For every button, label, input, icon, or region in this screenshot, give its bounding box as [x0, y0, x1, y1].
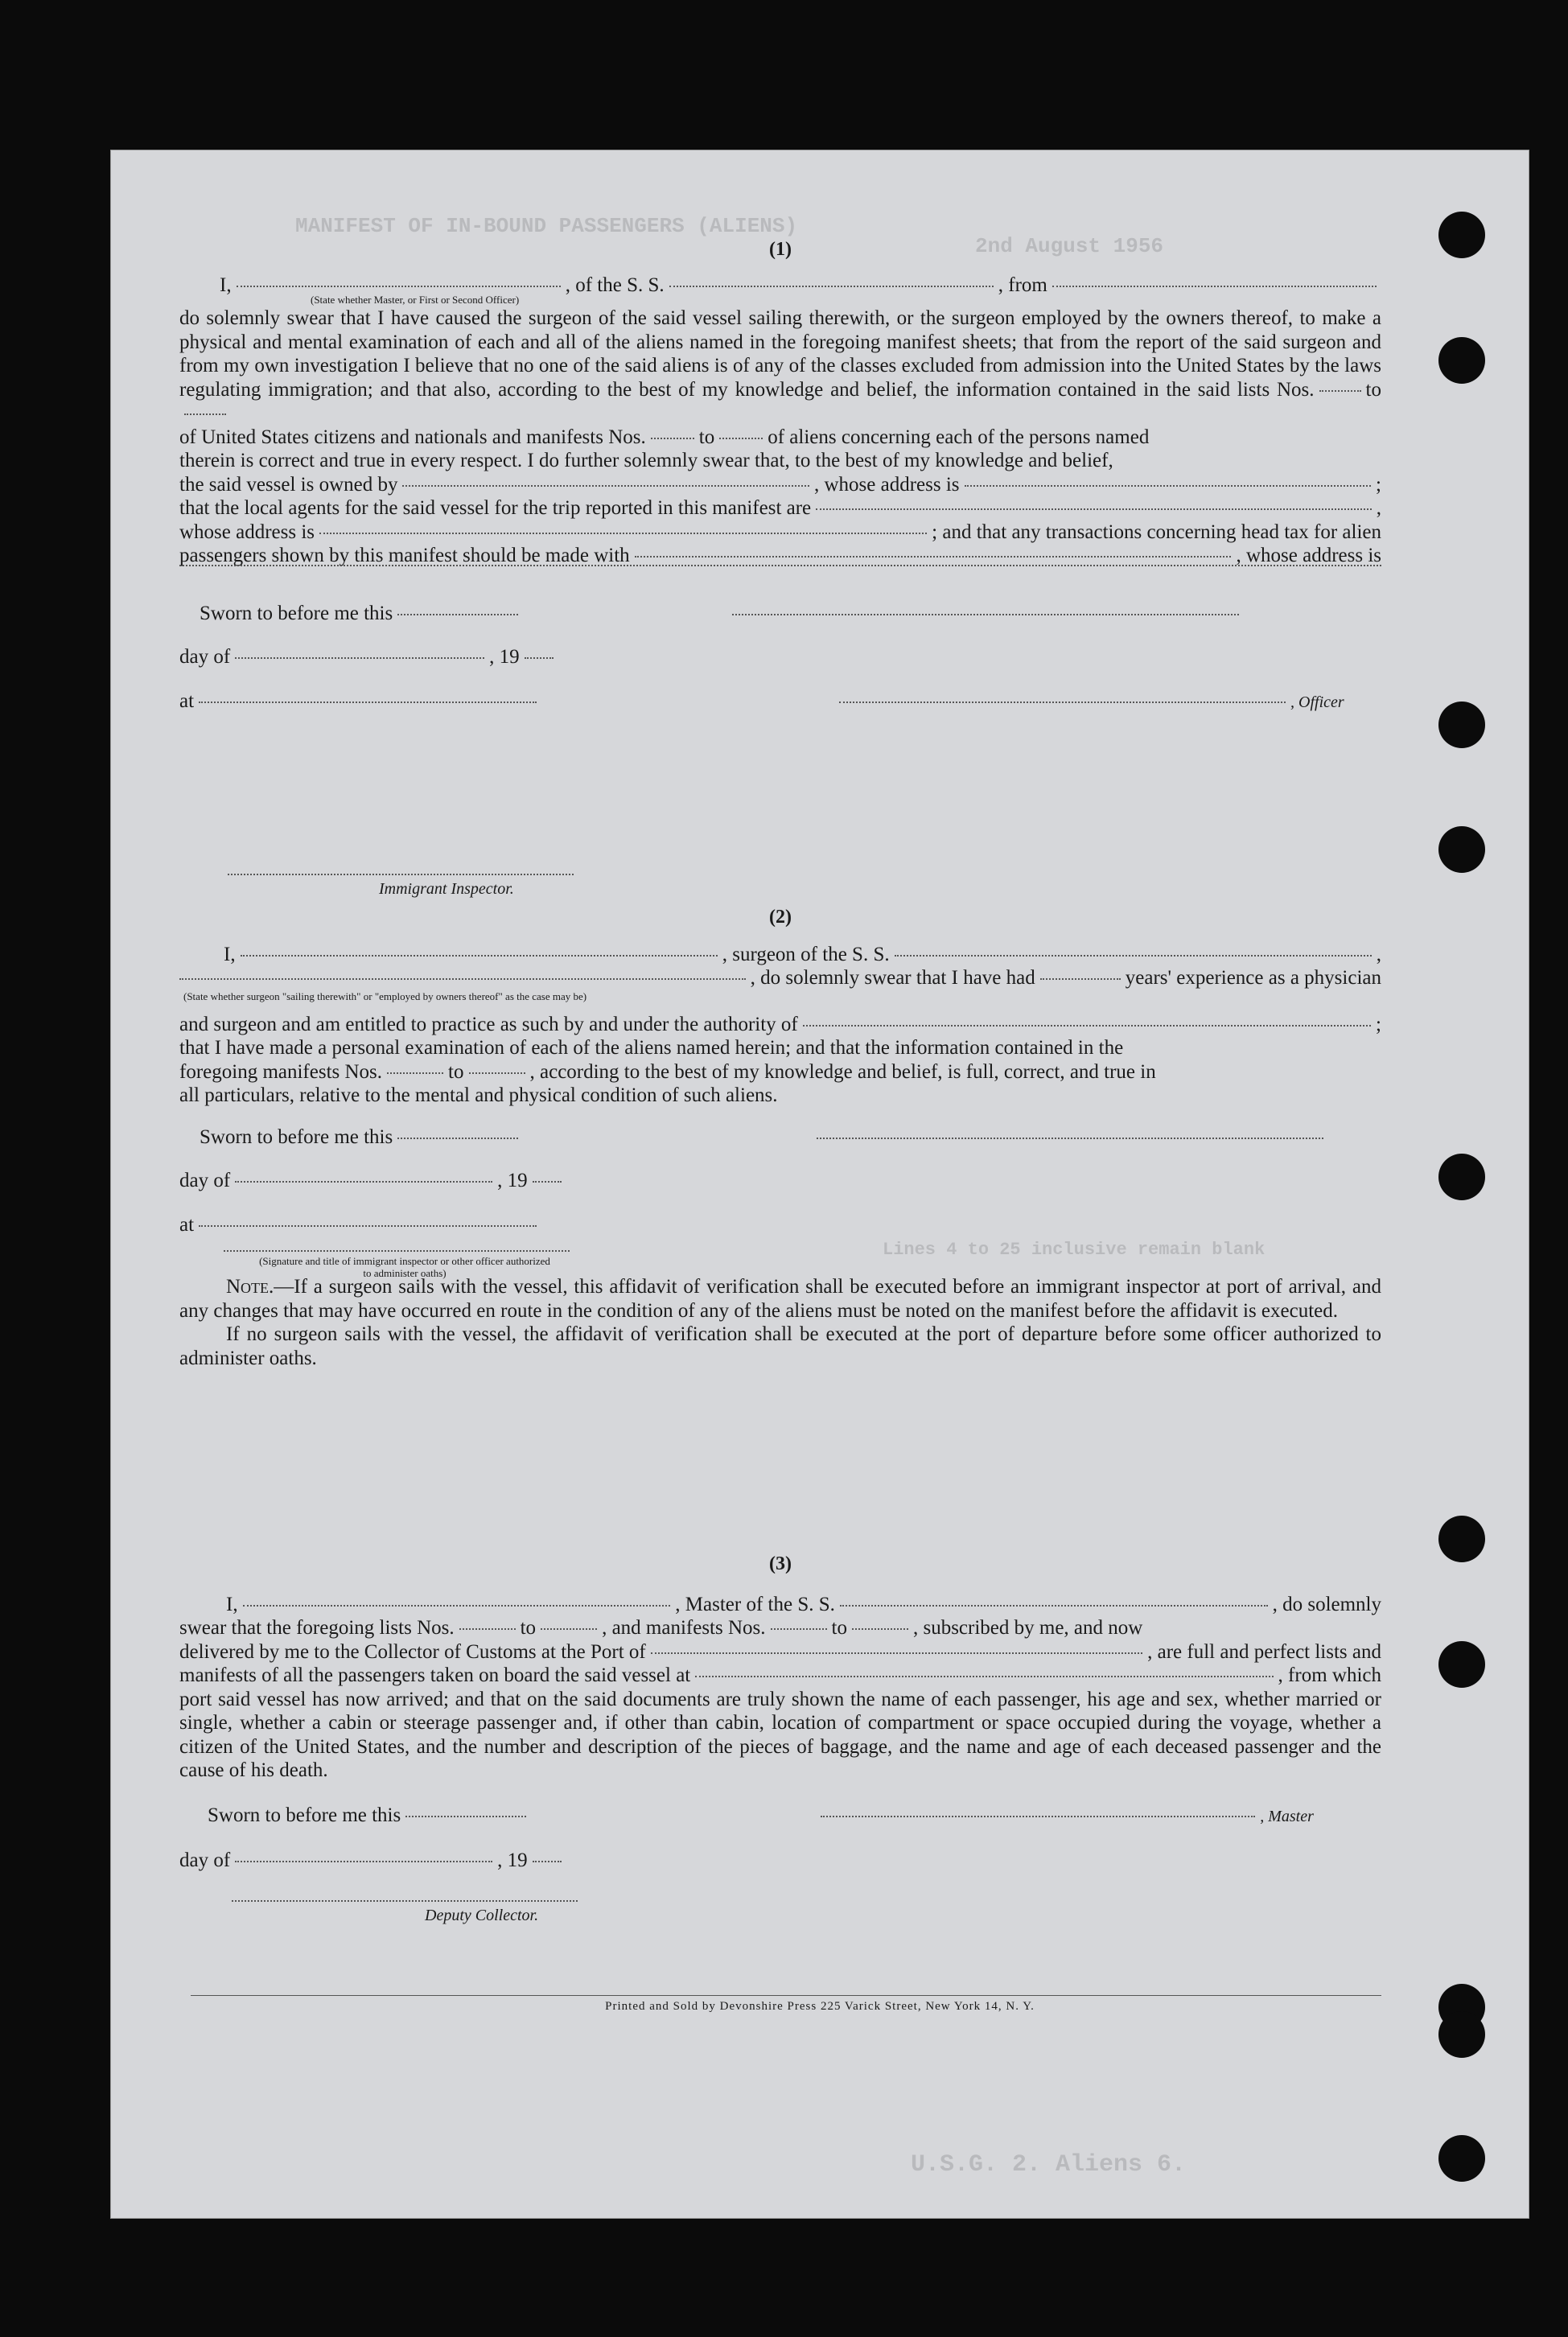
surgeon-name-field[interactable] — [241, 954, 718, 957]
sworn-day-field[interactable] — [397, 614, 518, 615]
manifest-from-field[interactable] — [387, 1072, 443, 1074]
manifests-line: of United States citizens and nationals and manifests Nos. to of aliens concerning each of the persons named — [179, 426, 1150, 448]
section-number: (1) — [769, 239, 792, 260]
master-label: , Master — [1260, 1807, 1314, 1825]
surgeon-status-field[interactable] — [179, 977, 746, 980]
punch-hole — [1438, 1641, 1485, 1688]
vessel-name-field[interactable] — [669, 285, 994, 287]
label-from: , from — [998, 274, 1047, 296]
punch-hole — [1438, 2011, 1485, 2058]
punch-hole — [1438, 702, 1485, 748]
surgeon-caption: (State whether surgeon "sailing therewith" or "employed by owners thereof" as the case may be) — [183, 990, 587, 1002]
agents-line: that the local agents for the said vessel for the trip reported in this manifest are , — [179, 497, 1381, 519]
bleed-through-date: 2nd August 1956 — [975, 234, 1164, 258]
foregoing-line: foregoing manifests Nos. to , according to the best of my knowledge and belief, is full, correct, and true in — [179, 1060, 1156, 1083]
place-field[interactable] — [199, 1225, 537, 1227]
place-field[interactable] — [199, 702, 537, 703]
deputy-signature-line[interactable] — [232, 1900, 578, 1902]
experience-line: , do solemnly swear that I have had years' experience as a physician — [179, 966, 1381, 990]
head-tax-line: passengers shown by this manifest should be made with , whose address is — [179, 545, 1381, 566]
owner-address-field[interactable] — [965, 484, 1372, 487]
administrator-signature-line[interactable] — [224, 1250, 570, 1252]
list-to-field[interactable] — [541, 1628, 597, 1630]
oath-text-b: therein is correct and true in every respect. I do further solemnly swear that, to the best of my knowledge and belief, — [179, 450, 1113, 471]
note-paragraph: Note.—If a surgeon sails with the vessel, this affidavit of verification shall be executed before an immigrant inspector at port of arrival, and any changes that may have occurred en route in the condition of any of the aliens must be noted on the manifest before the affidavit is executed. — [179, 1276, 1381, 1322]
punch-hole — [1438, 2135, 1485, 2182]
agents-address-line: whose address is ; and that any transactions concerning head tax for alien — [179, 520, 1381, 543]
surgeon-line: I, , surgeon of the S. S. , — [224, 943, 1382, 965]
officer-caption: (State whether Master, or First or Second Officer) — [311, 294, 520, 306]
bottom-rule — [191, 1995, 1381, 1996]
manifest-to-field[interactable] — [469, 1072, 525, 1074]
day-line: day of , 19 — [179, 645, 1381, 669]
manifest-text: port said vessel has now arrived; and that on the said documents are truly shown the name of each passenger, his age and sex, whether married or single, whether a cabin or steerage passenger and, if other than cabin, location of compartment or space occupied during the voyage, whether a citizen of the United States, and the number and description of the pieces of baggage, and the name and age of each deceased passenger and the cause of his death. — [179, 1688, 1381, 1781]
port-field[interactable] — [651, 1652, 1142, 1654]
agents-field[interactable] — [816, 508, 1372, 510]
owner-line: the said vessel is owned by , whose address is ; — [179, 473, 1381, 496]
punch-hole — [1438, 337, 1485, 384]
officer-signature-line[interactable] — [732, 614, 1239, 615]
surgeon-vessel-field[interactable] — [895, 954, 1372, 957]
bleed-through-footer: U.S.G. 2. Aliens 6. — [911, 2151, 1187, 2179]
sworn-day-field[interactable] — [405, 1816, 526, 1817]
officer-line[interactable] — [839, 702, 1286, 703]
address-line — [179, 568, 1381, 584]
punch-hole — [1438, 212, 1485, 258]
list-from-field[interactable] — [459, 1628, 516, 1630]
section-3 — [179, 1553, 1382, 1924]
sworn-line: Sworn to before me this , Master — [179, 1804, 1381, 1829]
owner-field[interactable] — [402, 484, 809, 487]
label-of-ss: , of the S. S. — [565, 274, 665, 296]
manifest-to-field[interactable] — [852, 1628, 908, 1630]
oath-text: do solemnly swear that I have caused the surgeon of the said vessel sailing therewith, or the surgeon employed by the owners thereof, to make a physical and mental examination of each and all of the aliens named in the foregoing manifest sheets; that from the report of the said surgeon and from my own investigation I believe that no one of the said aliens is of any of the classes excluded from admission into the United States by the laws regulating immigration; and that also, according to the best of my knowledge and belief, the information contained in the said lists Nos. to — [179, 307, 1381, 426]
month-field[interactable] — [235, 657, 484, 659]
at-line: at , Officer — [179, 689, 1381, 715]
vessel-name-field[interactable] — [840, 1604, 1268, 1607]
authority-line: and surgeon and am entitled to practice as such by and under the authority of ; — [179, 1013, 1381, 1035]
year-field[interactable] — [533, 1181, 562, 1183]
sworn-line: Sworn to before me this — [179, 602, 1381, 626]
section-1 — [179, 238, 1381, 898]
day-line: day of , 19 — [179, 1849, 1381, 1873]
departure-port-field[interactable] — [695, 1675, 1273, 1677]
at-line: at — [179, 1213, 1381, 1237]
section-2 — [179, 906, 1381, 1370]
bleed-through-middle: Lines 4 to 25 inclusive remain blank — [883, 1240, 1266, 1260]
month-field[interactable] — [235, 1861, 492, 1862]
examination-text: that I have made a personal examination of each of the aliens named herein; and that the information contained in the — [179, 1037, 1124, 1059]
year-field[interactable] — [525, 657, 554, 659]
signature-caption: (Signature and title of immigrant inspector or other officer authorized to administer oaths) — [259, 1255, 550, 1279]
particulars-text: all particulars, relative to the mental and physical condition of such aliens. — [179, 1084, 778, 1106]
master-signature-line[interactable] — [821, 1816, 1255, 1817]
punch-hole — [1438, 826, 1485, 873]
list-from-field[interactable] — [1319, 390, 1361, 392]
section-number: (2) — [769, 907, 792, 928]
lists-line: swear that the foregoing lists Nos. to , and manifests Nos. to , subscribed by me, and now — [179, 1617, 1143, 1639]
bleed-through-header: MANIFEST OF IN-BOUND PASSENGERS (ALIENS) — [295, 214, 798, 238]
month-field[interactable] — [235, 1181, 492, 1183]
note-paragraph-2: If no surgeon sails with the vessel, the affidavit of verification shall be executed at the port of departure before some officer authorized to administer oaths. — [179, 1323, 1381, 1369]
label-i: I, — [220, 274, 232, 296]
punch-hole — [1438, 1516, 1485, 1562]
officer-label: , Officer — [1290, 693, 1344, 711]
year-field[interactable] — [533, 1861, 562, 1862]
manifest-from-field[interactable] — [651, 438, 694, 439]
deputy-label: Deputy Collector. — [425, 1907, 539, 1924]
years-field[interactable] — [1040, 978, 1121, 980]
inspector-signature-line[interactable] — [228, 874, 574, 875]
head-tax-agent-field[interactable] — [635, 555, 1232, 558]
section-number: (3) — [769, 1553, 792, 1574]
master-name-field[interactable] — [243, 1604, 671, 1607]
surgeon-signature-line[interactable] — [817, 1138, 1323, 1139]
head-tax-address-field[interactable] — [179, 564, 1381, 566]
manifest-from-field[interactable] — [771, 1628, 827, 1630]
sworn-day-field[interactable] — [397, 1138, 518, 1139]
manifests-all-line: manifests of all the passengers taken on board the said vessel at , from which — [179, 1664, 1381, 1686]
delivered-line: delivered by me to the Collector of Customs at the Port of , are full and perfect lists and — [179, 1640, 1381, 1663]
authority-field[interactable] — [803, 1024, 1371, 1027]
manifest-to-field[interactable] — [719, 438, 763, 439]
officer-name-field[interactable] — [237, 285, 561, 287]
master-line: I, , Master of the S. S. , do solemnly — [226, 1593, 1382, 1615]
agents-address-field[interactable] — [319, 532, 927, 534]
printer-imprint: Printed and Sold by Devonshire Press 225 Varick Street, New York 14, N. Y. — [605, 2000, 1035, 2013]
list-to-field[interactable] — [184, 414, 226, 415]
day-line: day of , 19 — [179, 1169, 1381, 1193]
inspector-label: Immigrant Inspector. — [379, 880, 514, 898]
port-field[interactable] — [1052, 285, 1377, 287]
punch-hole — [1438, 1154, 1485, 1200]
sworn-line: Sworn to before me this — [179, 1125, 1381, 1150]
manifest-page — [110, 150, 1529, 2219]
